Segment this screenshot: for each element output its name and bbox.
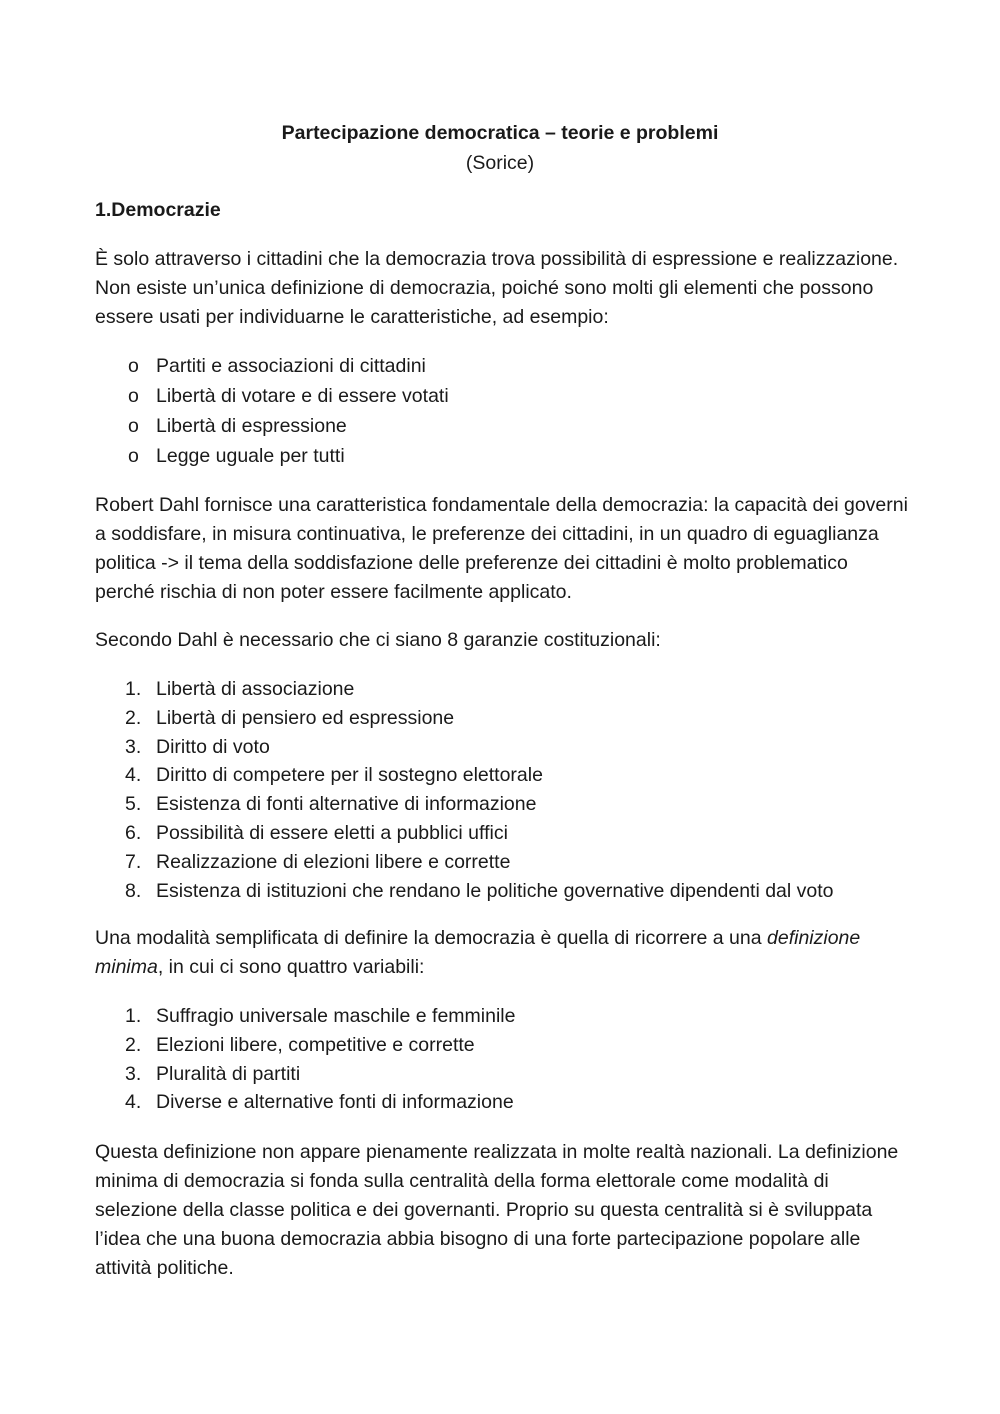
list-item xyxy=(95,351,910,381)
bullet-list xyxy=(95,351,910,471)
list-item: 8. Esistenza di istituzioni che rendano le politiche governative dipendenti dal voto xyxy=(125,879,834,902)
paragraph-4-end: , in cui ci sono quattro variabili: xyxy=(157,956,425,978)
list-item: 4. Diritto di competere per il sostegno elettorale xyxy=(125,764,543,787)
list-item: 2. Libertà di pensiero ed espressione xyxy=(125,706,455,729)
list-item: 6. Possibilità di essere eletti a pubblici uffici xyxy=(125,821,508,844)
list-item xyxy=(95,381,910,411)
list-item xyxy=(95,411,910,441)
section-heading: 1.Democrazie xyxy=(95,199,221,221)
paragraph-4-start: Una modalità semplificata di definire la democrazia è quella di ricorrere a una xyxy=(95,927,768,949)
paragraph-4 xyxy=(95,924,910,982)
list-item: 4. Diverse e alternative fonti di informazione xyxy=(125,1091,514,1114)
document-title: Partecipazione democratica – teorie e problemi xyxy=(281,122,719,144)
list-item-text: Elezioni libere, competitive e corrette xyxy=(156,1033,475,1056)
list-item-text: Esistenza di istituzioni che rendano le politiche governative dipendenti dal voto xyxy=(156,879,834,902)
list-item-text: Esistenza di fonti alternative di informazione xyxy=(156,793,537,816)
bullet-marker: o xyxy=(128,445,139,467)
list-item-text: Pluralità di partiti xyxy=(156,1062,301,1085)
list-item-text: Realizzazione di elezioni libere e corrette xyxy=(156,850,511,873)
list-item-text: Libertà di espressione xyxy=(156,415,347,437)
paragraph-1: È solo attraverso i cittadini che la democrazia trova possibilità di espressione e realizzazione. Non esiste un’unica definizione di democrazia, poiché sono molti gli elementi che possono essere usati per individuarne le caratteristiche, ad esempio: xyxy=(95,248,899,328)
paragraph-2: Robert Dahl fornisce una caratteristica fondamentale della democrazia: la capacità dei governi a soddisfare, in misura continuativa, le preferenze dei cittadini, in un quadro di eguaglianza politica -> il tema della soddisfazione delle preferenze dei cittadini è molto problematico perché rischia di non poter essere facilmente applicato. xyxy=(95,494,908,603)
list-item-text: Partiti e associazioni di cittadini xyxy=(156,355,426,377)
list-item: 1. Suffragio universale maschile e femminile xyxy=(125,1005,516,1027)
list-item-text: Legge uguale per tutti xyxy=(156,445,345,467)
list-item: 5. Esistenza di fonti alternative di informazione xyxy=(125,793,537,816)
list-item: 1. Libertà di associazione xyxy=(125,678,355,700)
bullet-marker: o xyxy=(128,355,139,377)
guarantees-list xyxy=(95,675,910,905)
bullet-marker: o xyxy=(128,385,139,407)
list-item xyxy=(95,441,910,471)
paragraph-4-italic: definizione minima xyxy=(95,927,861,978)
paragraph-3: Secondo Dahl è necessario che ci siano 8 garanzie costituzionali: xyxy=(95,629,661,651)
list-item-text: Libertà di associazione xyxy=(156,678,355,700)
paragraph-5: Questa definizione non appare pienamente realizzata in molte realtà nazionali. La definizione minima di democrazia si fonda sulla centralità della forma elettorale come modalità di selezione della classe politica e dei governanti. Proprio su questa centralità si è sviluppata l’idea che una buona democrazia abbia bisogno di una forte partecipazione popolare alle attività politiche. xyxy=(95,1141,899,1279)
list-item-text: Libertà di pensiero ed espressione xyxy=(156,706,455,729)
variables-list xyxy=(95,1002,910,1117)
list-item-text: Diverse e alternative fonti di informazione xyxy=(156,1091,514,1114)
list-item-text: Possibilità di essere eletti a pubblici uffici xyxy=(156,821,508,844)
list-item-text: Libertà di votare e di essere votati xyxy=(156,385,449,407)
list-item-text: Diritto di voto xyxy=(156,735,270,758)
list-item: 7. Realizzazione di elezioni libere e corrette xyxy=(125,850,511,873)
list-item: 3. Diritto di voto xyxy=(125,735,270,758)
list-item: 3. Pluralità di partiti xyxy=(125,1062,301,1085)
list-item-text: Suffragio universale maschile e femminile xyxy=(156,1005,516,1027)
list-item-text: Diritto di competere per il sostegno elettorale xyxy=(156,764,543,787)
bullet-marker: o xyxy=(128,415,139,437)
document-subtitle: (Sorice) xyxy=(465,152,535,174)
list-item: 2. Elezioni libere, competitive e corrette xyxy=(125,1033,475,1056)
